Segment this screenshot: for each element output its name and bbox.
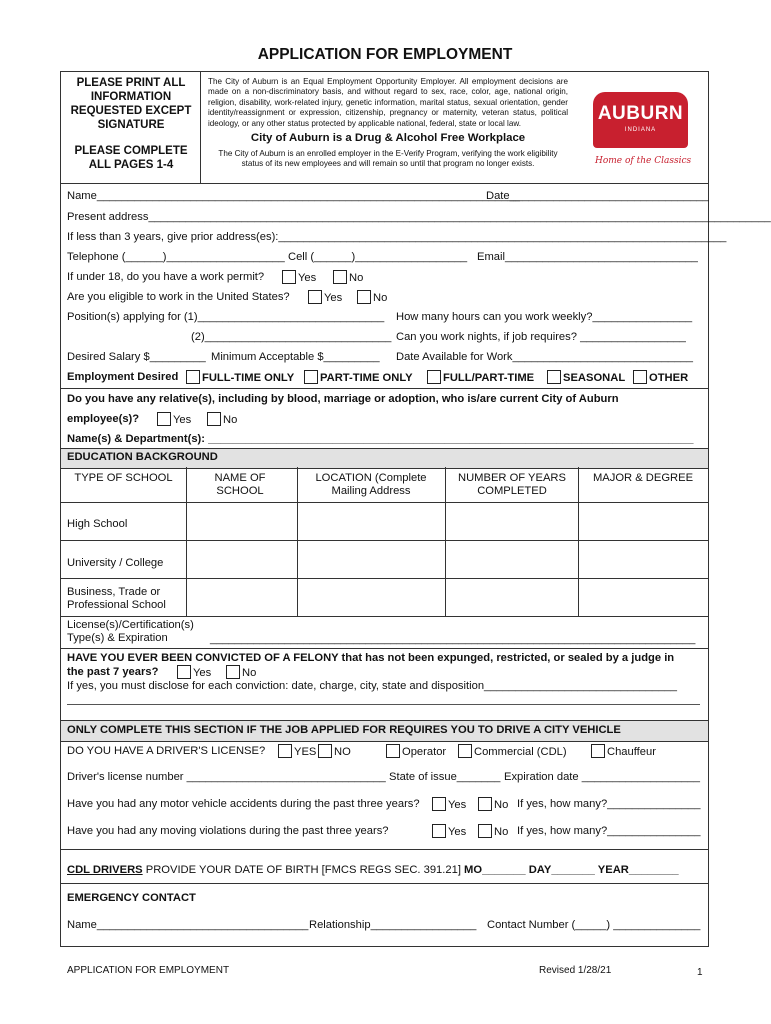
violations-yes[interactable] (432, 824, 466, 839)
employment-desired-label: Employment Desired (67, 371, 179, 383)
relatives-yes[interactable] (157, 412, 191, 427)
row-divider (61, 502, 708, 503)
checkbox[interactable] (427, 370, 441, 384)
print-notice: PLEASE PRINT ALL INFORMATION REQUESTED EXCEPT SIGNATURE (70, 77, 192, 131)
checkbox[interactable] (432, 824, 446, 838)
commercial-option[interactable] (458, 744, 567, 759)
other-label: OTHER (649, 372, 689, 384)
row-divider (61, 616, 708, 617)
revised-date: Revised 1/28/21 (539, 965, 612, 976)
col-location: LOCATION (Complete Mailing Address (315, 472, 427, 497)
relatives-question-cont: employee(s)? (67, 413, 140, 425)
felony-yes[interactable] (177, 665, 211, 680)
eligible-no[interactable] (357, 290, 387, 305)
seasonal-option[interactable] (547, 370, 625, 385)
row-university: University / College (67, 557, 164, 569)
full-time-label: FULL-TIME ONLY (202, 372, 295, 384)
checkbox[interactable] (478, 797, 492, 811)
checkbox[interactable] (304, 370, 318, 384)
yes-label: Yes (324, 292, 343, 304)
tagline: Home of the Classics (595, 156, 692, 166)
divider (60, 883, 709, 884)
date-field[interactable]: Date________________________________ (486, 190, 709, 202)
checkbox[interactable] (318, 744, 332, 758)
accidents-count-field[interactable]: If yes, how many?_______________ (517, 798, 701, 810)
checkbox[interactable] (157, 412, 171, 426)
accidents-question: Have you had any motor vehicle accidents during the past three years? (67, 798, 420, 810)
checkbox[interactable] (226, 665, 240, 679)
accidents-no[interactable] (478, 797, 508, 812)
complete-notice: PLEASE COMPLETE ALL PAGES 1-4 (74, 145, 188, 171)
seasonal-label: SEASONAL (563, 372, 626, 384)
license-yes[interactable] (278, 744, 316, 759)
relatives-question: Do you have any relative(s), including by blood, marriage or adoption, who is/are current City of Auburn (67, 393, 619, 405)
salary-field[interactable]: Desired Salary $_________ (67, 351, 206, 363)
accidents-yes[interactable] (432, 797, 466, 812)
felony-no[interactable] (226, 665, 256, 680)
everify-statement: The City of Auburn is an enrolled employer in the E-Verify Program, verifying the work eligibility status of its new employees and will remain so until that program no longer exists. (218, 149, 558, 169)
no-label: No (242, 667, 257, 679)
emergency-contact-field[interactable]: Contact Number (_____) ______________ (487, 919, 701, 931)
name-field[interactable]: Name____________________________________________________________________ (67, 190, 520, 202)
checkbox[interactable] (177, 665, 191, 679)
education-heading: EDUCATION BACKGROUND (67, 451, 218, 463)
relatives-names-field[interactable]: Name(s) & Department(s): ______________________________________________________________________________ (67, 433, 694, 445)
felony-disclose-field[interactable]: If yes, you must disclose for each conviction: date, charge, city, state and disposition_______________________________ (67, 680, 677, 692)
no-label: No (494, 799, 509, 811)
part-time-label: PART-TIME ONLY (320, 372, 413, 384)
no-label: No (373, 292, 388, 304)
divider (60, 388, 709, 389)
emergency-heading: EMERGENCY CONTACT (67, 892, 196, 904)
auburn-logo (593, 92, 688, 148)
checkbox[interactable] (591, 744, 605, 758)
cdl-drivers-label: CDL DRIVERS (67, 864, 143, 876)
logo-text: AUBURN (597, 103, 684, 124)
full-time-option[interactable] (186, 370, 294, 385)
chauffeur-label: Chauffeur (607, 746, 656, 758)
no-label: No (223, 414, 238, 426)
yes-label: Yes (193, 667, 212, 679)
header-divider (200, 71, 201, 183)
date-available-field[interactable]: Date Available for Work_____________________________ (396, 351, 693, 363)
operator-label: Operator (402, 746, 447, 758)
felony-question-cont: the past 7 years? (67, 666, 159, 678)
hours-weekly-field[interactable]: How many hours can you work weekly?________________ (396, 311, 693, 323)
felony-question: HAVE YOU EVER BEEN CONVICTED OF A FELONY that has not been expunged, restricted, or sealed by a judge in (67, 652, 675, 664)
row-business-trade: Business, Trade or Professional School (67, 586, 166, 611)
col-divider (186, 467, 187, 617)
checkbox[interactable] (282, 270, 296, 284)
page-title: APPLICATION FOR EMPLOYMENT (257, 46, 513, 63)
checkbox[interactable] (633, 370, 647, 384)
logo-subtext: INDIANA (624, 127, 657, 133)
vehicle-heading: ONLY COMPLETE THIS SECTION IF THE JOB APPLIED FOR REQUIRES YOU TO DRIVE A CITY VEHICLE (67, 724, 621, 736)
violations-count-field[interactable]: If yes, how many?_______________ (517, 825, 701, 837)
expiration-date-field[interactable]: Expiration date ___________________ (504, 771, 700, 783)
no-label: No (494, 826, 509, 838)
checkbox[interactable] (207, 412, 221, 426)
yes-label: Yes (448, 826, 467, 838)
checkbox[interactable] (333, 270, 347, 284)
relatives-no[interactable] (207, 412, 237, 427)
operator-option[interactable] (386, 744, 446, 759)
yes-label: Yes (298, 272, 317, 284)
col-name-of-school: NAME OF SCHOOL (214, 472, 266, 497)
work-permit-no[interactable] (333, 270, 363, 285)
eligible-question: Are you eligible to work in the United States? (67, 291, 290, 303)
telephone-field[interactable]: Telephone (______)___________________ (67, 251, 285, 263)
row-high-school: High School (67, 518, 128, 530)
yes-label: YES (294, 746, 317, 758)
yes-label: Yes (448, 799, 467, 811)
eeo-statement: The City of Auburn is an Equal Employment Opportunity Employer. All employment decisions are made on a non-discriminatory basis, and without regard to sex, race, color, age, national origin, religion, disability, work-related injury, genetic information, marital status, sexual orientation, gender identity/reassignment or expression, citizenship, pregnancy or maternity, veteran status, political ideology, or any other status protected by applicable national, federal, state or local law. (208, 77, 568, 128)
eligible-yes[interactable] (308, 290, 342, 305)
drug-free-notice: City of Auburn is a Drug & Alcohol Free Workplace (250, 132, 526, 144)
state-of-issue-field[interactable]: State of issue_______ (389, 771, 501, 783)
checkbox[interactable] (547, 370, 561, 384)
checkbox[interactable] (278, 744, 292, 758)
row-divider (61, 648, 708, 649)
col-divider (445, 467, 446, 617)
page-number: 1 (697, 967, 703, 978)
cdl-line (67, 864, 679, 877)
license-no[interactable] (318, 744, 351, 759)
minimum-salary-field[interactable]: Minimum Acceptable $_________ (211, 351, 380, 363)
email-field[interactable]: Email_______________________________ (477, 251, 698, 263)
cdl-text: PROVIDE YOUR DATE OF BIRTH [FMCS REGS SEC. 391.21] (142, 864, 465, 876)
prior-address-field[interactable]: If less than 3 years, give prior address(es):________________________________________________________________________ (67, 231, 727, 243)
chauffeur-option[interactable] (591, 744, 656, 759)
license-number-field[interactable]: Driver's license number ________________________________ (67, 771, 386, 783)
col-divider (578, 467, 579, 617)
no-label: No (349, 272, 364, 284)
emergency-name-field[interactable]: Name__________________________________ (67, 919, 309, 931)
cell-field[interactable]: Cell (______)__________________ (288, 251, 468, 263)
row-licenses: License(s)/Certification(s) Type(s) & Expiration (67, 619, 194, 644)
present-address-field[interactable]: Present address____________________________________________________________________________________________________ (67, 211, 771, 223)
checkbox[interactable] (186, 370, 200, 384)
col-major-degree: MAJOR & DEGREE (592, 472, 694, 484)
license-field[interactable]: ______________________________________________________________________________ (210, 633, 696, 645)
nights-field[interactable]: Can you work nights, if job requires? _________________ (396, 331, 686, 343)
full-part-option[interactable] (427, 370, 534, 385)
emergency-relationship-field[interactable]: Relationship_________________ (309, 919, 477, 931)
drivers-license-question: DO YOU HAVE A DRIVER'S LICENSE? (67, 745, 266, 757)
checkbox[interactable] (308, 290, 322, 304)
checkbox[interactable] (458, 744, 472, 758)
checkbox[interactable] (478, 824, 492, 838)
other-option[interactable] (633, 370, 688, 385)
yes-label: Yes (173, 414, 192, 426)
footer-title: APPLICATION FOR EMPLOYMENT (67, 965, 230, 976)
checkbox[interactable] (386, 744, 400, 758)
work-permit-question: If under 18, do you have a work permit? (67, 271, 265, 283)
felony-extra-line (67, 704, 700, 705)
checkbox[interactable] (432, 797, 446, 811)
position2-field[interactable]: (2)______________________________ (191, 331, 392, 343)
no-label: NO (334, 746, 351, 758)
position1-field[interactable]: Position(s) applying for (1)______________________________ (67, 311, 385, 323)
col-years-completed: NUMBER OF YEARS COMPLETED (458, 472, 566, 497)
row-divider (61, 540, 708, 541)
checkbox[interactable] (357, 290, 371, 304)
part-time-option[interactable] (304, 370, 413, 385)
cdl-dob-fields[interactable]: MO_______ DAY_______ YEAR________ (464, 864, 679, 876)
commercial-label: Commercial (CDL) (474, 746, 567, 758)
full-part-label: FULL/PART-TIME (443, 372, 535, 384)
col-type-of-school: TYPE OF SCHOOL (74, 472, 173, 484)
violations-question: Have you had any moving violations during the past three years? (67, 825, 389, 837)
violations-no[interactable] (478, 824, 508, 839)
col-divider (297, 467, 298, 617)
divider (60, 849, 709, 850)
work-permit-yes[interactable] (282, 270, 316, 285)
row-divider (61, 578, 708, 579)
